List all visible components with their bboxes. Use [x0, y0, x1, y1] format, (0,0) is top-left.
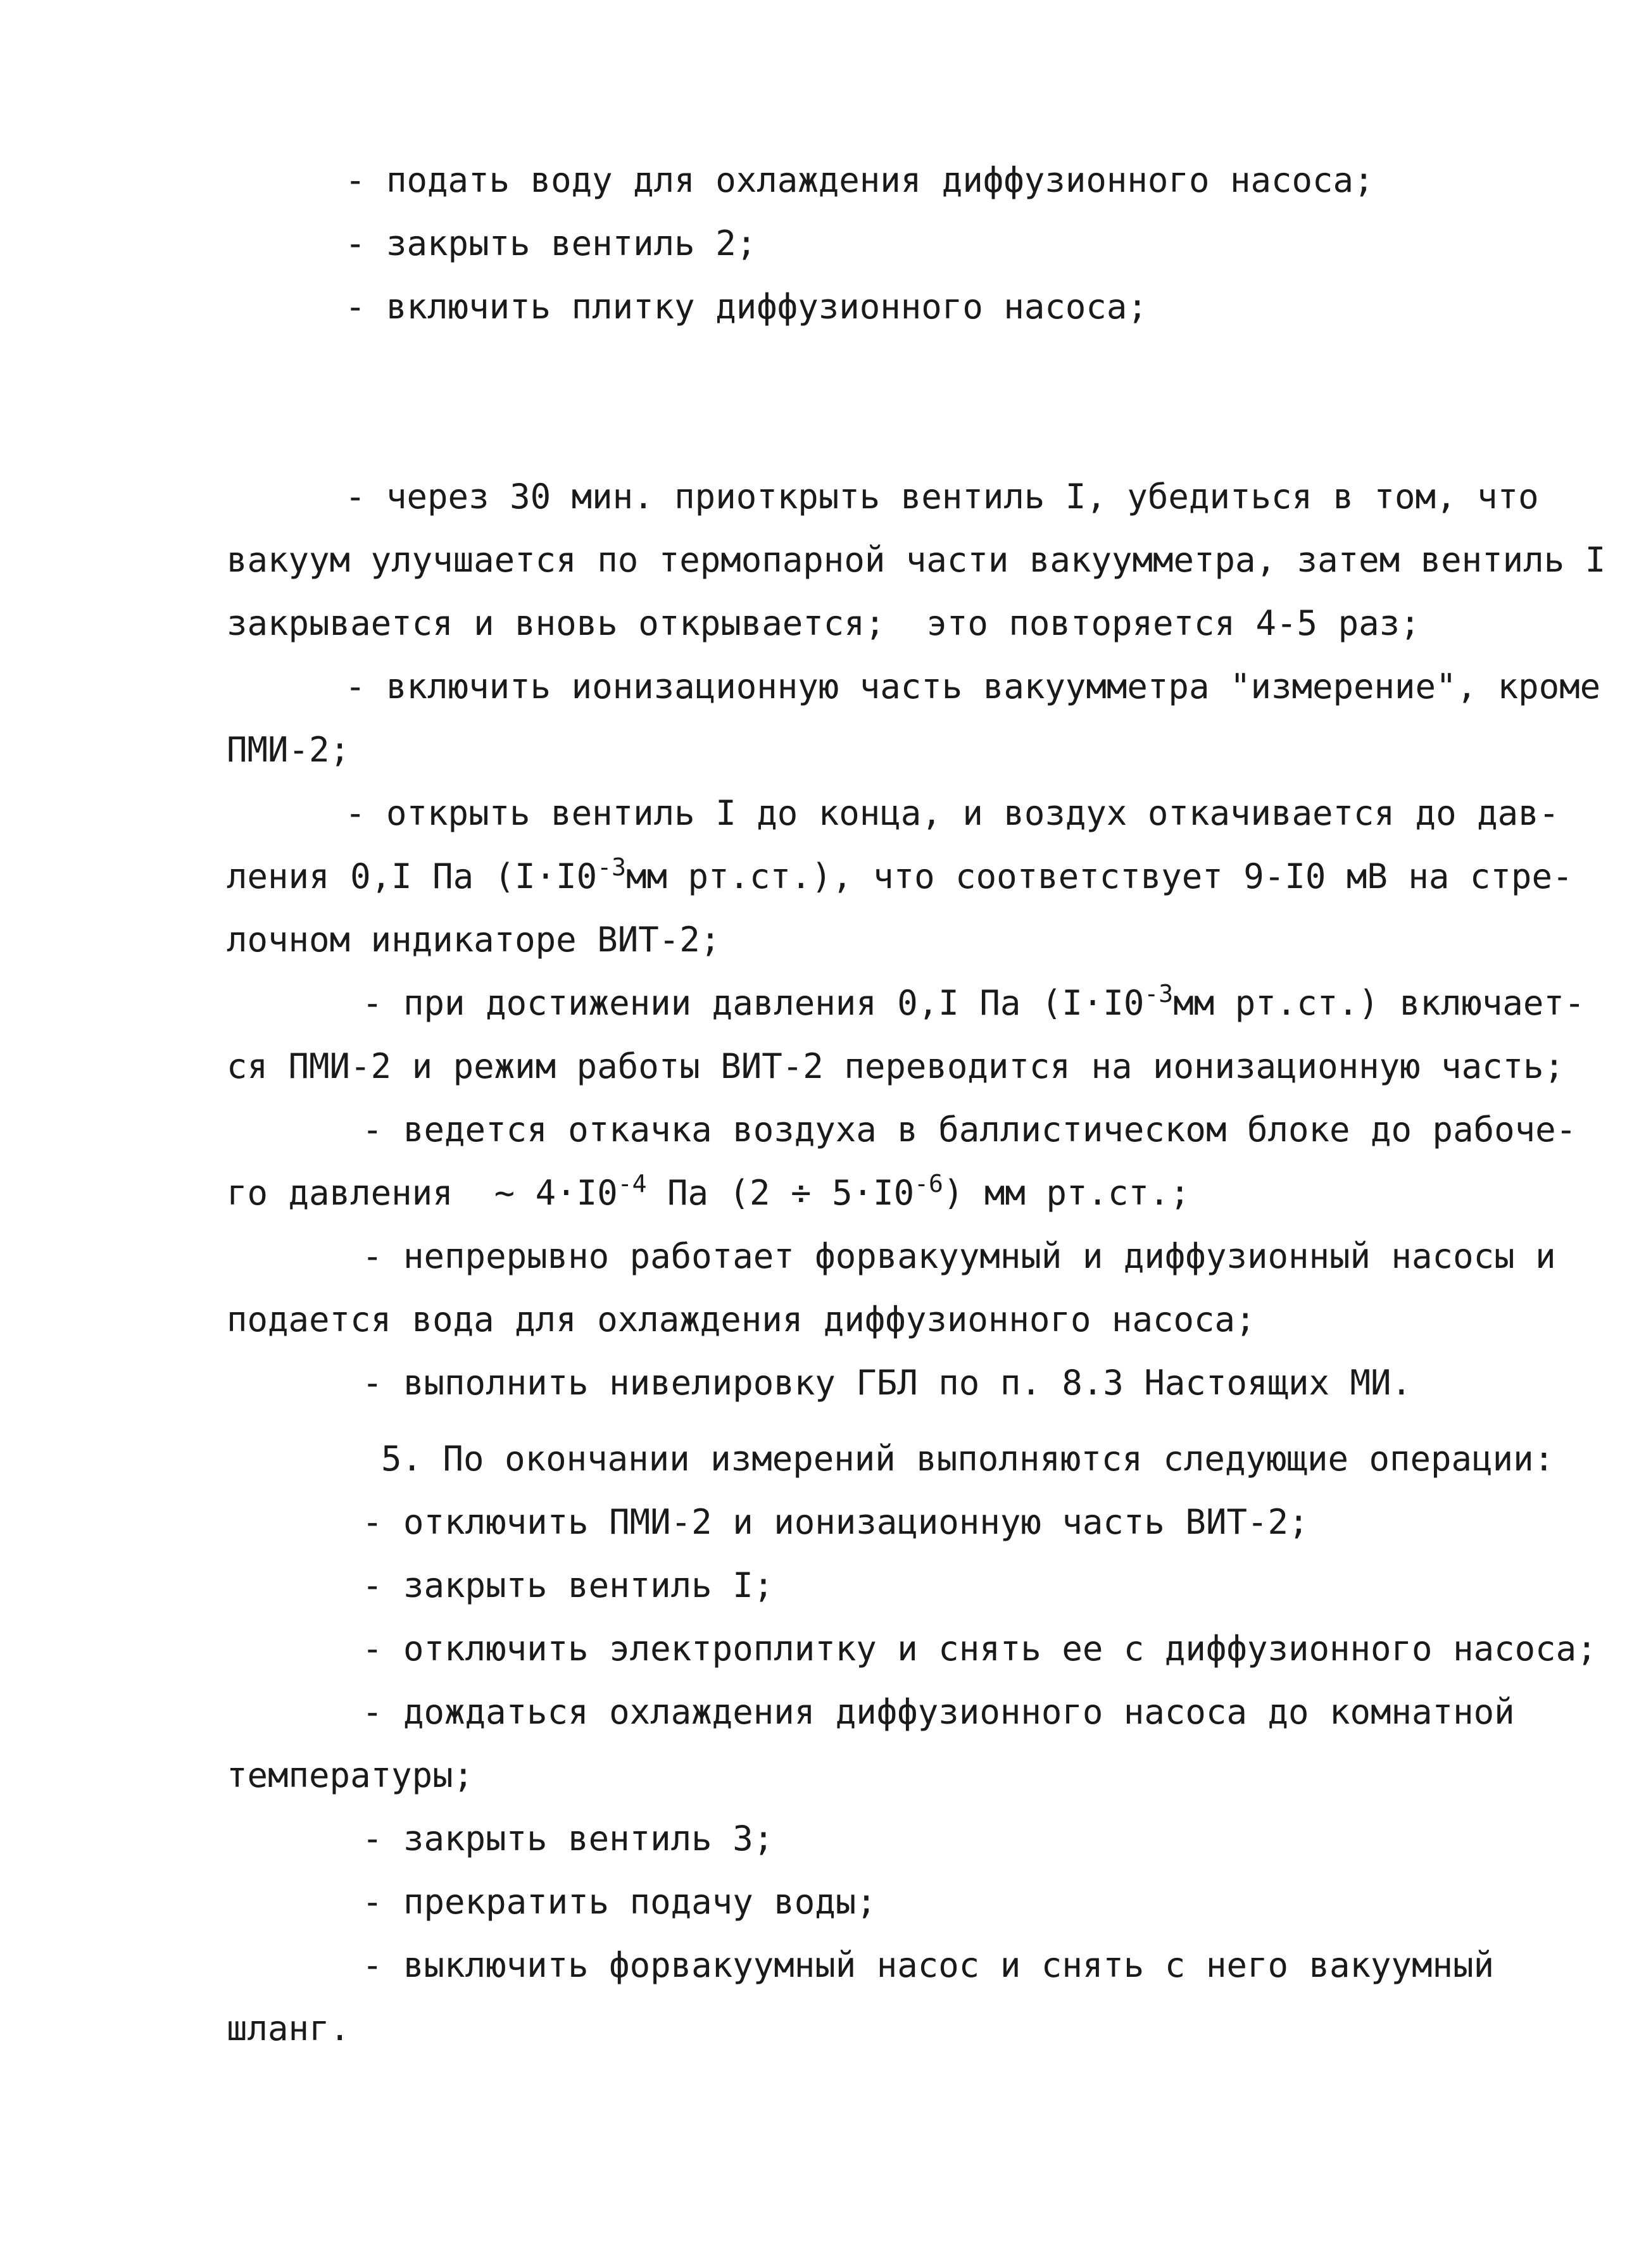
paragraph-line: - выполнить нивелировку ГБЛ по п. 8.3 Настоящих МИ. [362, 1363, 1412, 1403]
paragraph-line [227, 853, 1573, 896]
paragraph-line: - непрерывно работает форвакуумный и диффузионный насосы и [362, 1236, 1556, 1276]
text-run: ления 0,I Па (I·I0 [227, 856, 598, 896]
paragraph-line: закрывается и вновь открывается; это повторяется 4-5 раз; [227, 603, 1421, 643]
text-run: ) мм рт.ст.; [943, 1173, 1191, 1213]
list-item: - закрыть вентиль 3; [362, 1819, 774, 1858]
paragraph-line: ПМИ-2; [227, 730, 351, 770]
list-item: - подать воду для охлаждения диффузионного насоса; [345, 160, 1374, 200]
list-item: - закрыть вентиль 2; [345, 223, 757, 263]
exponent: -3 [1144, 980, 1174, 1008]
list-item: - включить плитку диффузионного насоса; [345, 287, 1148, 327]
exponent: -4 [617, 1170, 647, 1198]
exponent: -6 [914, 1170, 943, 1198]
paragraph-line [362, 980, 1585, 1023]
text-run: Па (2 ÷ 5·I0 [646, 1173, 915, 1213]
paragraph-line: лочном индикаторе ВИТ-2; [227, 920, 721, 960]
paragraph-line: - через 30 мин. приоткрыть вентиль I, убедиться в том, что [345, 477, 1539, 517]
list-item: - прекратить подачу воды; [362, 1882, 877, 1922]
list-item: - дождаться охлаждения диффузионного насоса до комнатной [362, 1692, 1515, 1732]
paragraph-line: ся ПМИ-2 и режим работы ВИТ-2 переводится на ионизационную часть; [227, 1046, 1565, 1086]
list-item: - выключить форвакуумный насос и снять с него вакуумный [362, 1945, 1495, 1985]
text-run: мм рт.ст.) включает- [1173, 983, 1585, 1023]
text-run: - при достижении давления 0,I Па (I·I0 [362, 983, 1145, 1023]
paragraph-line: - ведется откачка воздуха в баллистическом блоке до рабоче- [362, 1110, 1577, 1150]
text-run: мм рт.ст.), что соответствует 9-I0 мВ на стре- [625, 856, 1573, 896]
list-item: - закрыть вентиль I; [362, 1565, 774, 1605]
list-item-continuation: температуры; [227, 1755, 474, 1795]
paragraph-line [227, 1170, 1191, 1213]
paragraph-line: - включить ионизационную часть вакуумметра "измерение", кроме [345, 667, 1601, 706]
exponent: -3 [597, 853, 626, 881]
section-heading: 5. По окончании измерений выполняются следующие операции: [381, 1439, 1555, 1479]
paragraph-line: подается вода для охлаждения диффузионного насоса; [227, 1300, 1256, 1339]
paragraph-line: вакуум улучшается по термопарной части вакуумметра, затем вентиль I [227, 540, 1606, 580]
paragraph-line: - открыть вентиль I до конца, и воздух откачивается до дав- [345, 793, 1560, 833]
list-item: - отключить ПМИ-2 и ионизационную часть ВИТ-2; [362, 1502, 1309, 1542]
list-item: - отключить электроплитку и снять ее с диффузионного насоса; [362, 1629, 1597, 1669]
list-item-continuation: шланг. [227, 2008, 351, 2048]
text-run: го давления ~ 4·I0 [227, 1173, 618, 1213]
